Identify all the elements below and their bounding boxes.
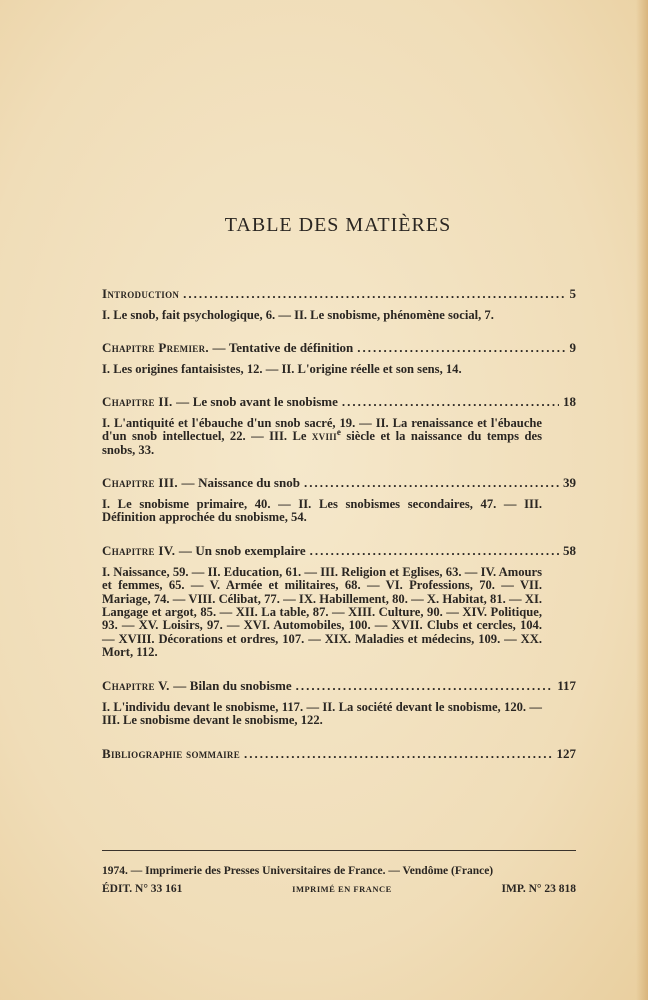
toc-entry-bibliographie	[102, 746, 576, 762]
toc-page-number: 5	[569, 286, 576, 301]
toc-entry-label: Introduction	[102, 286, 180, 301]
toc-entry-label: Chapitre II. —	[102, 393, 190, 409]
dot-leader	[304, 475, 559, 491]
imprint-divider	[102, 850, 576, 851]
edition-number: ÉDIT. N° 33 161	[102, 883, 183, 895]
toc-entry-heading	[102, 340, 576, 356]
toc-page-number: 9	[569, 340, 576, 356]
dot-leader	[244, 746, 552, 762]
dot-leader	[183, 286, 565, 302]
toc-entry-heading	[102, 678, 576, 694]
toc-entry-summary: I. L'antiquité et l'ébauche d'un snob sacré, 19. — II. La renaissance et l'ébauche d'un snob intellectuel, 22. — III. Le xviii$^e$ siècle et la naissance du temps des snobs, 33.	[102, 415, 542, 457]
toc-entry-label: Chapitre Premier. —	[102, 340, 226, 356]
printer-imprint	[102, 862, 576, 898]
page-title: TABLE DES MATIÈRES	[224, 214, 452, 236]
toc-entry-summary: I. L'individu devant le snobisme, 117. — II. La société devant le snobisme, 120. — III. Le snobisme devant le snobisme, 122.	[102, 699, 542, 728]
dot-leader	[357, 340, 565, 356]
toc-entry-heading	[102, 394, 576, 410]
page-edge-shading	[636, 0, 648, 1000]
print-number: IMP. N° 23 818	[501, 883, 576, 895]
toc-entry-heading	[102, 475, 576, 491]
toc-page-number: 18	[563, 393, 576, 409]
toc-chapter-title: Bilan du snobisme	[189, 677, 292, 693]
toc-entry-summary: I. Naissance, 59. — II. Education, 61. — III. Religion et Eglises, 63. — IV. Amours et femmes, 65. — V. Armée et militaires, 68. — VI. Professions, 70. — VII. Mariage, 74. — VIII. Célibat, 77. — IX. Habillement, 80. — X. Habitat, 81. — XI. Langage et argot, 85. — XII. La table, 87. — XIII. Culture, 90. — XIV. Politique, 93. — XV. Loisirs, 97. — XVI. Automobiles, 100. — XVII. Clubs et cercles, 104. — XVIII. Décorations et ordres, 107. — XIX. Maladies et médecins, 109. — XX. Mort, 112.	[102, 564, 542, 660]
imprint-numbers	[102, 880, 576, 898]
toc-chapter-title: Un snob exemplaire	[195, 542, 306, 558]
toc-entry-heading	[102, 746, 576, 762]
table-of-contents	[102, 286, 576, 762]
printed-in-france: IMPRIMÉ EN FRANCE	[292, 884, 392, 894]
toc-entry-summary: I. Les origines fantaisistes, 12. — II. L'origine réelle et son sens, 14.	[102, 362, 462, 377]
toc-page-number: 58	[563, 542, 576, 558]
toc-entry-label: Chapitre IV. —	[102, 542, 193, 558]
dot-leader	[296, 678, 554, 694]
dot-leader	[342, 394, 559, 410]
toc-entry-label: Bibliographie sommaire	[102, 745, 241, 761]
toc-page-number: 127	[556, 745, 576, 761]
toc-entry-chapitre-5	[102, 678, 576, 728]
toc-chapter-title: Tentative de définition	[228, 340, 354, 356]
toc-entry-label: Chapitre III. —	[102, 475, 195, 491]
toc-chapter-title: Naissance du snob	[198, 475, 300, 491]
toc-entry-heading	[102, 543, 576, 559]
toc-page-number: 117	[557, 677, 576, 693]
toc-entry-summary: I. Le snob, fait psychologique, 6. — II. Le snobisme, phénomène social, 7.	[102, 308, 494, 322]
toc-entry-chapitre-4	[102, 543, 576, 660]
toc-entry-chapitre-2	[102, 394, 576, 457]
toc-chapter-title: Le snob avant le snobisme	[192, 393, 338, 409]
toc-entry-label: Chapitre V. —	[102, 677, 187, 693]
toc-entry-chapitre-premier	[102, 340, 576, 376]
toc-entry-introduction	[102, 286, 576, 322]
toc-entry-summary: I. Le snobisme primaire, 40. — II. Les snobismes secondaires, 47. — III. Définition approchée du snobisme, 54.	[102, 497, 542, 525]
toc-entry-chapitre-3	[102, 475, 576, 525]
toc-page-number: 39	[563, 475, 576, 491]
dot-leader	[310, 543, 559, 559]
toc-entry-heading	[102, 286, 576, 302]
imprint-line	[102, 862, 576, 880]
imprint-printer-text: 1974. — Imprimerie des Presses Universitaires de France. — Vendôme (France)	[102, 865, 494, 877]
